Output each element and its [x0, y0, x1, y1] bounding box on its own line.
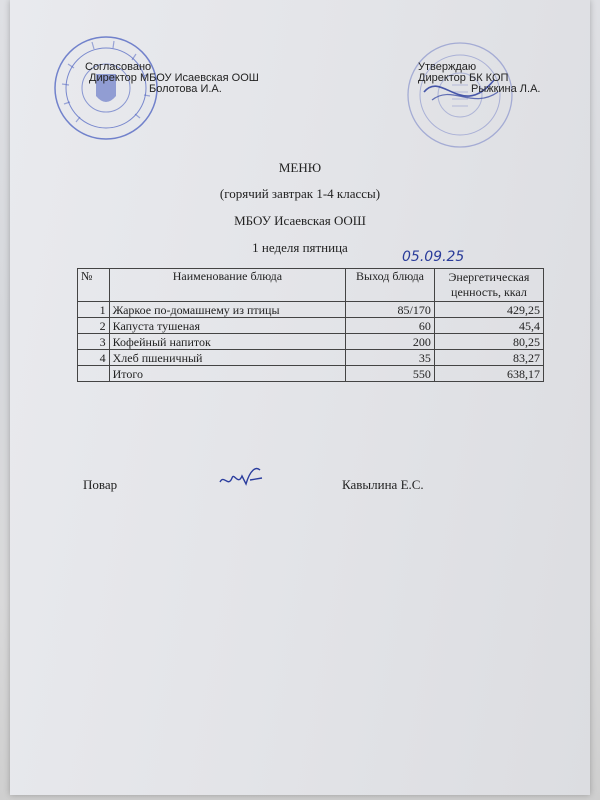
- footer-role: Повар: [83, 477, 118, 492]
- row-num: 3: [78, 334, 110, 350]
- header-num: №: [78, 269, 110, 302]
- approval-right-label: Утверждаю: [418, 61, 477, 73]
- approval-right-position: Директор БК КОП: [418, 72, 509, 84]
- row-kcal: 80,25: [434, 334, 543, 350]
- approval-left-position: Директор МБОУ Исаевская ООШ: [89, 72, 259, 84]
- total-label: Итого: [109, 366, 346, 382]
- table-header-row: [78, 269, 544, 302]
- row-yield: 200: [346, 334, 435, 350]
- total-yield: 550: [346, 366, 435, 382]
- row-dish: Кофейный напиток: [109, 334, 346, 350]
- handwritten-date: 05.09.25: [402, 249, 465, 265]
- header-dish: Наименование блюда: [109, 269, 346, 302]
- table-row: [78, 350, 544, 366]
- row-kcal: 429,25: [434, 302, 543, 318]
- menu-subtitle: (горячий завтрак 1-4 классы): [219, 186, 381, 201]
- approval-left-label: Согласовано: [85, 61, 152, 73]
- school-name: МБОУ Исаевская ООШ: [234, 213, 366, 228]
- row-dish: Капуста тушеная: [109, 318, 346, 334]
- header-energy: Энергетическая ценность, ккал: [434, 269, 543, 302]
- row-num: 4: [78, 350, 110, 366]
- table-row: [78, 318, 544, 334]
- table-total-row: [78, 366, 544, 382]
- row-num: 1: [78, 302, 110, 318]
- footer-name: Кавылина Е.С.: [342, 477, 424, 492]
- week-day: 1 неделя пятница: [252, 240, 348, 255]
- menu-table: [77, 268, 544, 382]
- row-yield: 60: [346, 318, 435, 334]
- row-dish: Хлеб пшеничный: [109, 350, 346, 366]
- left-stamp-seal: [52, 34, 160, 142]
- row-num: 2: [78, 318, 110, 334]
- approval-left-name: Болотова И.А.: [149, 83, 222, 95]
- header-yield: Выход блюда: [346, 269, 435, 302]
- approval-right-name: Рыжкина Л.А.: [471, 83, 541, 95]
- total-num-empty: [78, 366, 110, 382]
- menu-title: МЕНЮ: [278, 160, 322, 175]
- cook-signature: [216, 462, 266, 494]
- row-yield: 85/170: [346, 302, 435, 318]
- total-kcal: 638,17: [434, 366, 543, 382]
- table-row: [78, 334, 544, 350]
- row-dish: Жаркое по-домашнему из птицы: [109, 302, 346, 318]
- row-kcal: 45,4: [434, 318, 543, 334]
- table-row: [78, 302, 544, 318]
- row-kcal: 83,27: [434, 350, 543, 366]
- row-yield: 35: [346, 350, 435, 366]
